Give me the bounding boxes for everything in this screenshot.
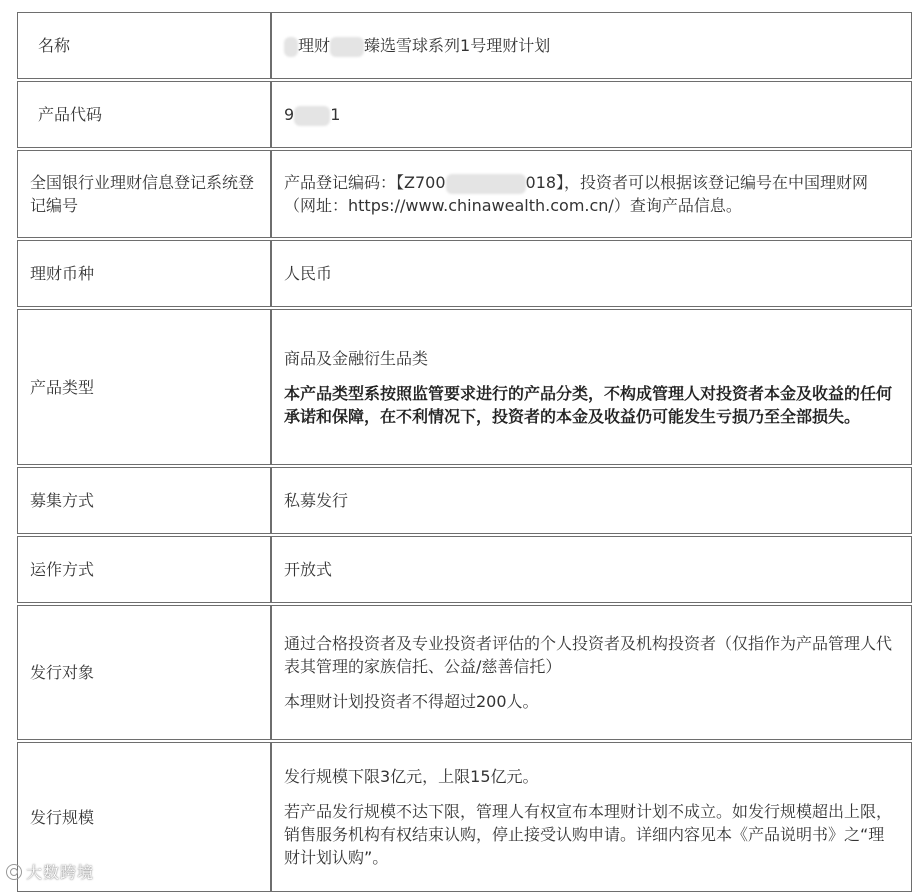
- row-label-product-code: 产品代码: [17, 81, 271, 148]
- redaction-mark: [284, 37, 298, 57]
- table-row: [17, 467, 912, 534]
- registration-suffix: 018】，投资者可以根据该登记编号在中国理财网（网址：https://www.chinawealth.com.cn/）查询产品信息。: [284, 173, 869, 215]
- row-label-name: 名称: [17, 12, 271, 79]
- row-value-fundraising-method: 私募发行: [271, 467, 912, 534]
- redaction-mark: [294, 106, 330, 126]
- row-value-name: [271, 12, 912, 79]
- row-label-fundraising-method: 募集方式: [17, 467, 271, 534]
- row-value-target-investors: [271, 605, 912, 740]
- redaction-mark: [446, 174, 526, 194]
- name-text-part2: 臻选雪球系列1号理财计划: [364, 36, 551, 55]
- watermark: [6, 860, 94, 883]
- product-type-disclaimer: 本产品类型系按照监管要求进行的产品分类，不构成管理人对投资者本金及收益的任何承诺和保障，在不利情况下，投资者的本金及收益仍可能发生亏损乃至全部损失。: [284, 383, 893, 426]
- row-label-operation-mode: 运作方式: [17, 536, 271, 603]
- table-row: [17, 12, 912, 79]
- row-label-registration-number: 全国银行业理财信息登记系统登记编号: [17, 150, 271, 238]
- row-value-currency: 人民币: [271, 240, 912, 307]
- row-value-registration-number: [271, 150, 912, 238]
- row-label-target-investors: 发行对象: [17, 605, 271, 740]
- table-row: [17, 81, 912, 148]
- table-row: [17, 150, 912, 238]
- table-row: [17, 605, 912, 740]
- row-label-issue-size: 发行规模: [17, 742, 271, 892]
- product-info-table: [17, 10, 912, 894]
- table-row: [17, 240, 912, 307]
- registration-prefix: 产品登记编码：【Z700: [284, 173, 446, 192]
- row-label-product-type: 产品类型: [17, 309, 271, 465]
- watermark-logo-icon: [6, 864, 22, 880]
- target-investors-description: 通过合格投资者及专业投资者评估的个人投资者及机构投资者（仅指作为产品管理人代表其管理的家族信托、公益/慈善信托）: [284, 634, 893, 676]
- row-value-product-code: [271, 81, 912, 148]
- row-value-product-type: [271, 309, 912, 465]
- row-value-issue-size: [271, 742, 912, 892]
- name-text-part1: 理财: [298, 36, 331, 55]
- target-investors-limit: 本理财计划投资者不得超过200人。: [284, 692, 539, 711]
- issue-size-limits: 发行规模下限3亿元，上限15亿元。: [284, 767, 539, 786]
- row-value-operation-mode: 开放式: [271, 536, 912, 603]
- issue-size-details: 若产品发行规模不达下限，管理人有权宣布本理财计划不成立。如发行规模超出上限，销售服务机构有权结束认购，停止接受认购申请。详细内容见本《产品说明书》之“理财计划认购”。: [284, 802, 893, 867]
- table-row: [17, 309, 912, 465]
- redaction-mark: [330, 37, 364, 57]
- code-prefix: 9: [284, 105, 295, 124]
- table-row: [17, 536, 912, 603]
- row-label-currency: 理财币种: [17, 240, 271, 307]
- watermark-text: 大数跨境: [26, 863, 95, 882]
- code-suffix: 1: [330, 105, 341, 124]
- product-type-category: 商品及金融衍生品类: [284, 348, 429, 368]
- table-row: [17, 742, 912, 892]
